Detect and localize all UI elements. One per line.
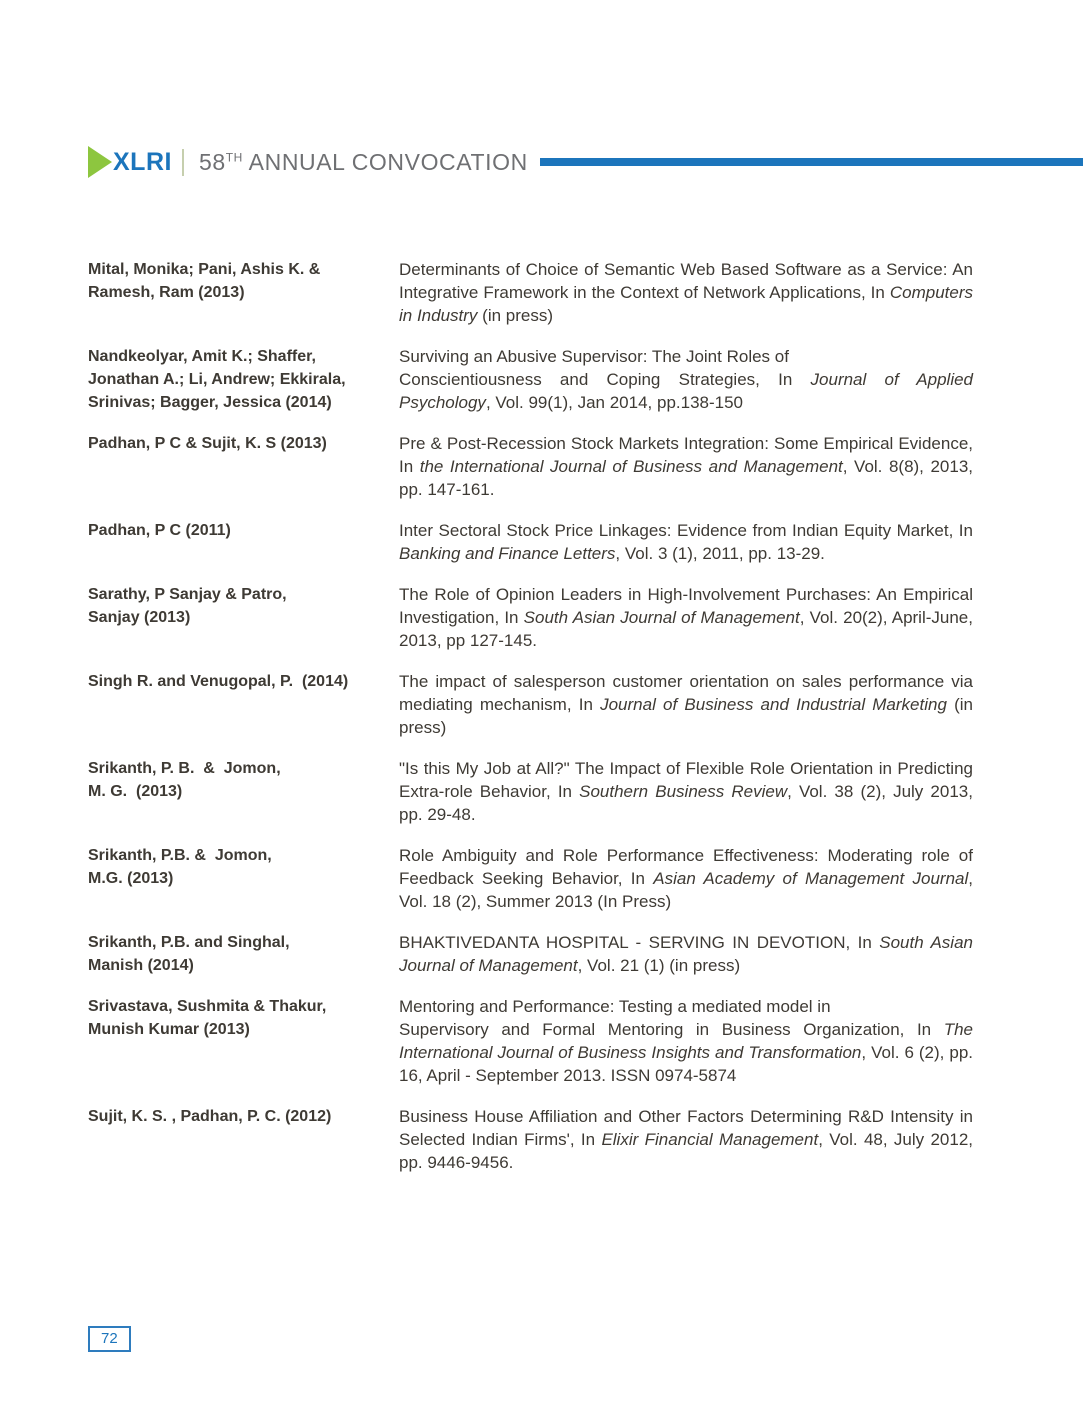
publication-citation xyxy=(399,519,973,565)
citation-text: Supervisory and Formal Mentoring in Business Organization, In xyxy=(399,1020,944,1039)
citation-text: The impact of salesperson customer orientation on sales performance via mediating mechanism, In xyxy=(399,672,973,714)
publication-entry xyxy=(88,432,973,501)
citation-text: Role Ambiguity and Role Performance Effectiveness: Moderating role of Feedback Seeking Behavior, In xyxy=(399,846,973,888)
publications-list xyxy=(88,258,973,1192)
header-separator xyxy=(182,149,184,176)
convocation-number: 58 xyxy=(198,148,226,175)
publication-entry xyxy=(88,519,973,565)
publication-citation xyxy=(399,583,973,652)
publication-authors xyxy=(88,258,399,327)
citation-text: BHAKTIVEDANTA HOSPITAL - SERVING IN DEVOTION, In xyxy=(399,933,880,952)
page-number: 72 xyxy=(101,1330,118,1347)
citation-text: Conscientiousness and Coping Strategies, In xyxy=(399,370,811,389)
author-line: Srivastava, Sushmita & Thakur, xyxy=(88,998,327,1015)
author-line: Sarathy, P Sanjay & Patro, xyxy=(88,586,287,603)
brand-name: XLRI xyxy=(113,147,172,176)
citation-text: Business House Affiliation and Other Factors Determining R&D Intensity in Selected Indian Firms', In xyxy=(399,1107,973,1149)
publication-entry xyxy=(88,670,973,739)
publication-authors xyxy=(88,995,399,1087)
author-line: Sanjay (2013) xyxy=(88,609,191,626)
journal-name: Southern Business Review xyxy=(579,782,788,801)
publication-authors xyxy=(88,844,399,913)
publication-entry xyxy=(88,1105,973,1174)
author-line: Ramesh, Ram (2013) xyxy=(88,284,245,301)
author-line: Srikanth, P. B. & Jomon, xyxy=(88,760,281,777)
citation-text: , Vol. 6 (2), pp. 16, April - September 2013. ISSN 0974-5874 xyxy=(399,1043,974,1085)
journal-name: South Asian Journal of Management xyxy=(399,933,973,975)
citation-text: , Vol. 99(1), Jan 2014, pp.138-150 xyxy=(485,393,744,412)
author-line: Munish Kumar (2013) xyxy=(88,1021,250,1038)
author-line: Mital, Monika; Pani, Ashis K. & xyxy=(88,261,321,278)
author-line: Padhan, P C (2011) xyxy=(88,522,231,539)
author-line: Manish (2014) xyxy=(88,957,194,974)
citation-text: Surviving an Abusive Supervisor: The Joint Roles of xyxy=(399,347,789,366)
publication-authors xyxy=(88,519,399,565)
author-line: M.G. (2013) xyxy=(88,870,174,887)
publication-citation xyxy=(399,757,973,826)
author-line: Padhan, P C & Sujit, K. S (2013) xyxy=(88,435,327,452)
journal-name: The International Journal of Business Insights and Transformation xyxy=(399,1020,973,1062)
publication-citation xyxy=(399,995,973,1087)
citation-text: , Vol. 8(8), 2013, pp. 147-161. xyxy=(399,457,973,499)
citation-text: Pre & Post-Recession Stock Markets Integration: Some Empirical Evidence, In xyxy=(399,434,973,476)
publication-authors xyxy=(88,1105,399,1174)
publication-authors xyxy=(88,583,399,652)
publication-entry xyxy=(88,345,973,414)
publication-entry xyxy=(88,995,973,1087)
convocation-ordinal-suffix: TH xyxy=(225,149,243,164)
author-line: Srinivas; Bagger, Jessica (2014) xyxy=(88,394,332,411)
author-line: Nandkeolyar, Amit K.; Shaffer, xyxy=(88,348,316,365)
author-line: Sujit, K. S. , Padhan, P. C. (2012) xyxy=(88,1108,332,1125)
citation-text: , Vol. 21 (1) (in press) xyxy=(577,956,741,975)
citation-text: Inter Sectoral Stock Price Linkages: Evidence from Indian Equity Market, In xyxy=(399,521,973,540)
publication-entry xyxy=(88,844,973,913)
page-header xyxy=(88,144,1083,180)
publication-authors xyxy=(88,670,399,739)
publication-authors xyxy=(88,931,399,977)
publication-citation xyxy=(399,1105,973,1174)
citation-text: Mentoring and Performance: Testing a mediated model in xyxy=(399,997,831,1016)
journal-name: Journal of Business and Industrial Marketing xyxy=(600,695,947,714)
page-number-badge xyxy=(88,1326,131,1352)
citation-text: , Vol. 38 (2), July 2013, pp. 29-48. xyxy=(399,782,973,824)
citation-text: The Role of Opinion Leaders in High-Involvement Purchases: An Empirical Investigation, In xyxy=(399,585,973,627)
journal-name: South Asian Journal of Management xyxy=(523,608,800,627)
page-header-title xyxy=(199,149,528,176)
publication-entry xyxy=(88,583,973,652)
journal-name: Asian Academy of Management Journal xyxy=(653,869,969,888)
citation-text: Determinants of Choice of Semantic Web Based Software as a Service: An Integrative Framework in the Context of Network Applications, In xyxy=(399,260,973,302)
publication-entry xyxy=(88,757,973,826)
convocation-title-text: ANNUAL CONVOCATION xyxy=(242,148,528,175)
citation-text: , Vol. 48, July 2012, pp. 9446-9456. xyxy=(399,1130,974,1172)
journal-name: Journal of Applied Psychology xyxy=(399,370,974,412)
xlri-logo-triangle-icon xyxy=(88,146,112,178)
author-line: M. G. (2013) xyxy=(88,783,183,800)
author-line: Srikanth, P.B. and Singhal, xyxy=(88,934,290,951)
publication-entry xyxy=(88,931,973,977)
journal-name: Banking and Finance Letters xyxy=(399,544,616,563)
author-line: Srikanth, P.B. & Jomon, xyxy=(88,847,272,864)
citation-text: (in press) xyxy=(399,695,973,737)
publication-citation xyxy=(399,670,973,739)
publication-authors xyxy=(88,345,399,414)
publication-citation xyxy=(399,844,973,913)
citation-text: , Vol. 3 (1), 2011, pp. 13-29. xyxy=(615,544,825,563)
citation-text: (in press) xyxy=(477,306,554,325)
publication-citation xyxy=(399,345,973,414)
citation-text: , Vol. 18 (2), Summer 2013 (In Press) xyxy=(399,869,973,911)
publication-authors xyxy=(88,757,399,826)
citation-text: , Vol. 20(2), April-June, 2013, pp 127-145. xyxy=(399,608,973,650)
publication-entry xyxy=(88,258,973,327)
author-line: Jonathan A.; Li, Andrew; Ekkirala, xyxy=(88,371,346,388)
publication-citation xyxy=(399,432,973,501)
publication-authors xyxy=(88,432,399,501)
journal-name: the International Journal of Business and Management xyxy=(419,457,843,476)
publication-citation xyxy=(399,931,973,977)
header-accent-rule xyxy=(540,158,1083,166)
journal-name: Elixir Financial Management xyxy=(601,1130,819,1149)
journal-name: Computers in Industry xyxy=(399,283,973,325)
citation-text: "Is this My Job at All?" The Impact of Flexible Role Orientation in Predicting Extra-role Behavior, In xyxy=(399,759,973,801)
publication-citation xyxy=(399,258,973,327)
author-line: Singh R. and Venugopal, P. (2014) xyxy=(88,673,349,690)
